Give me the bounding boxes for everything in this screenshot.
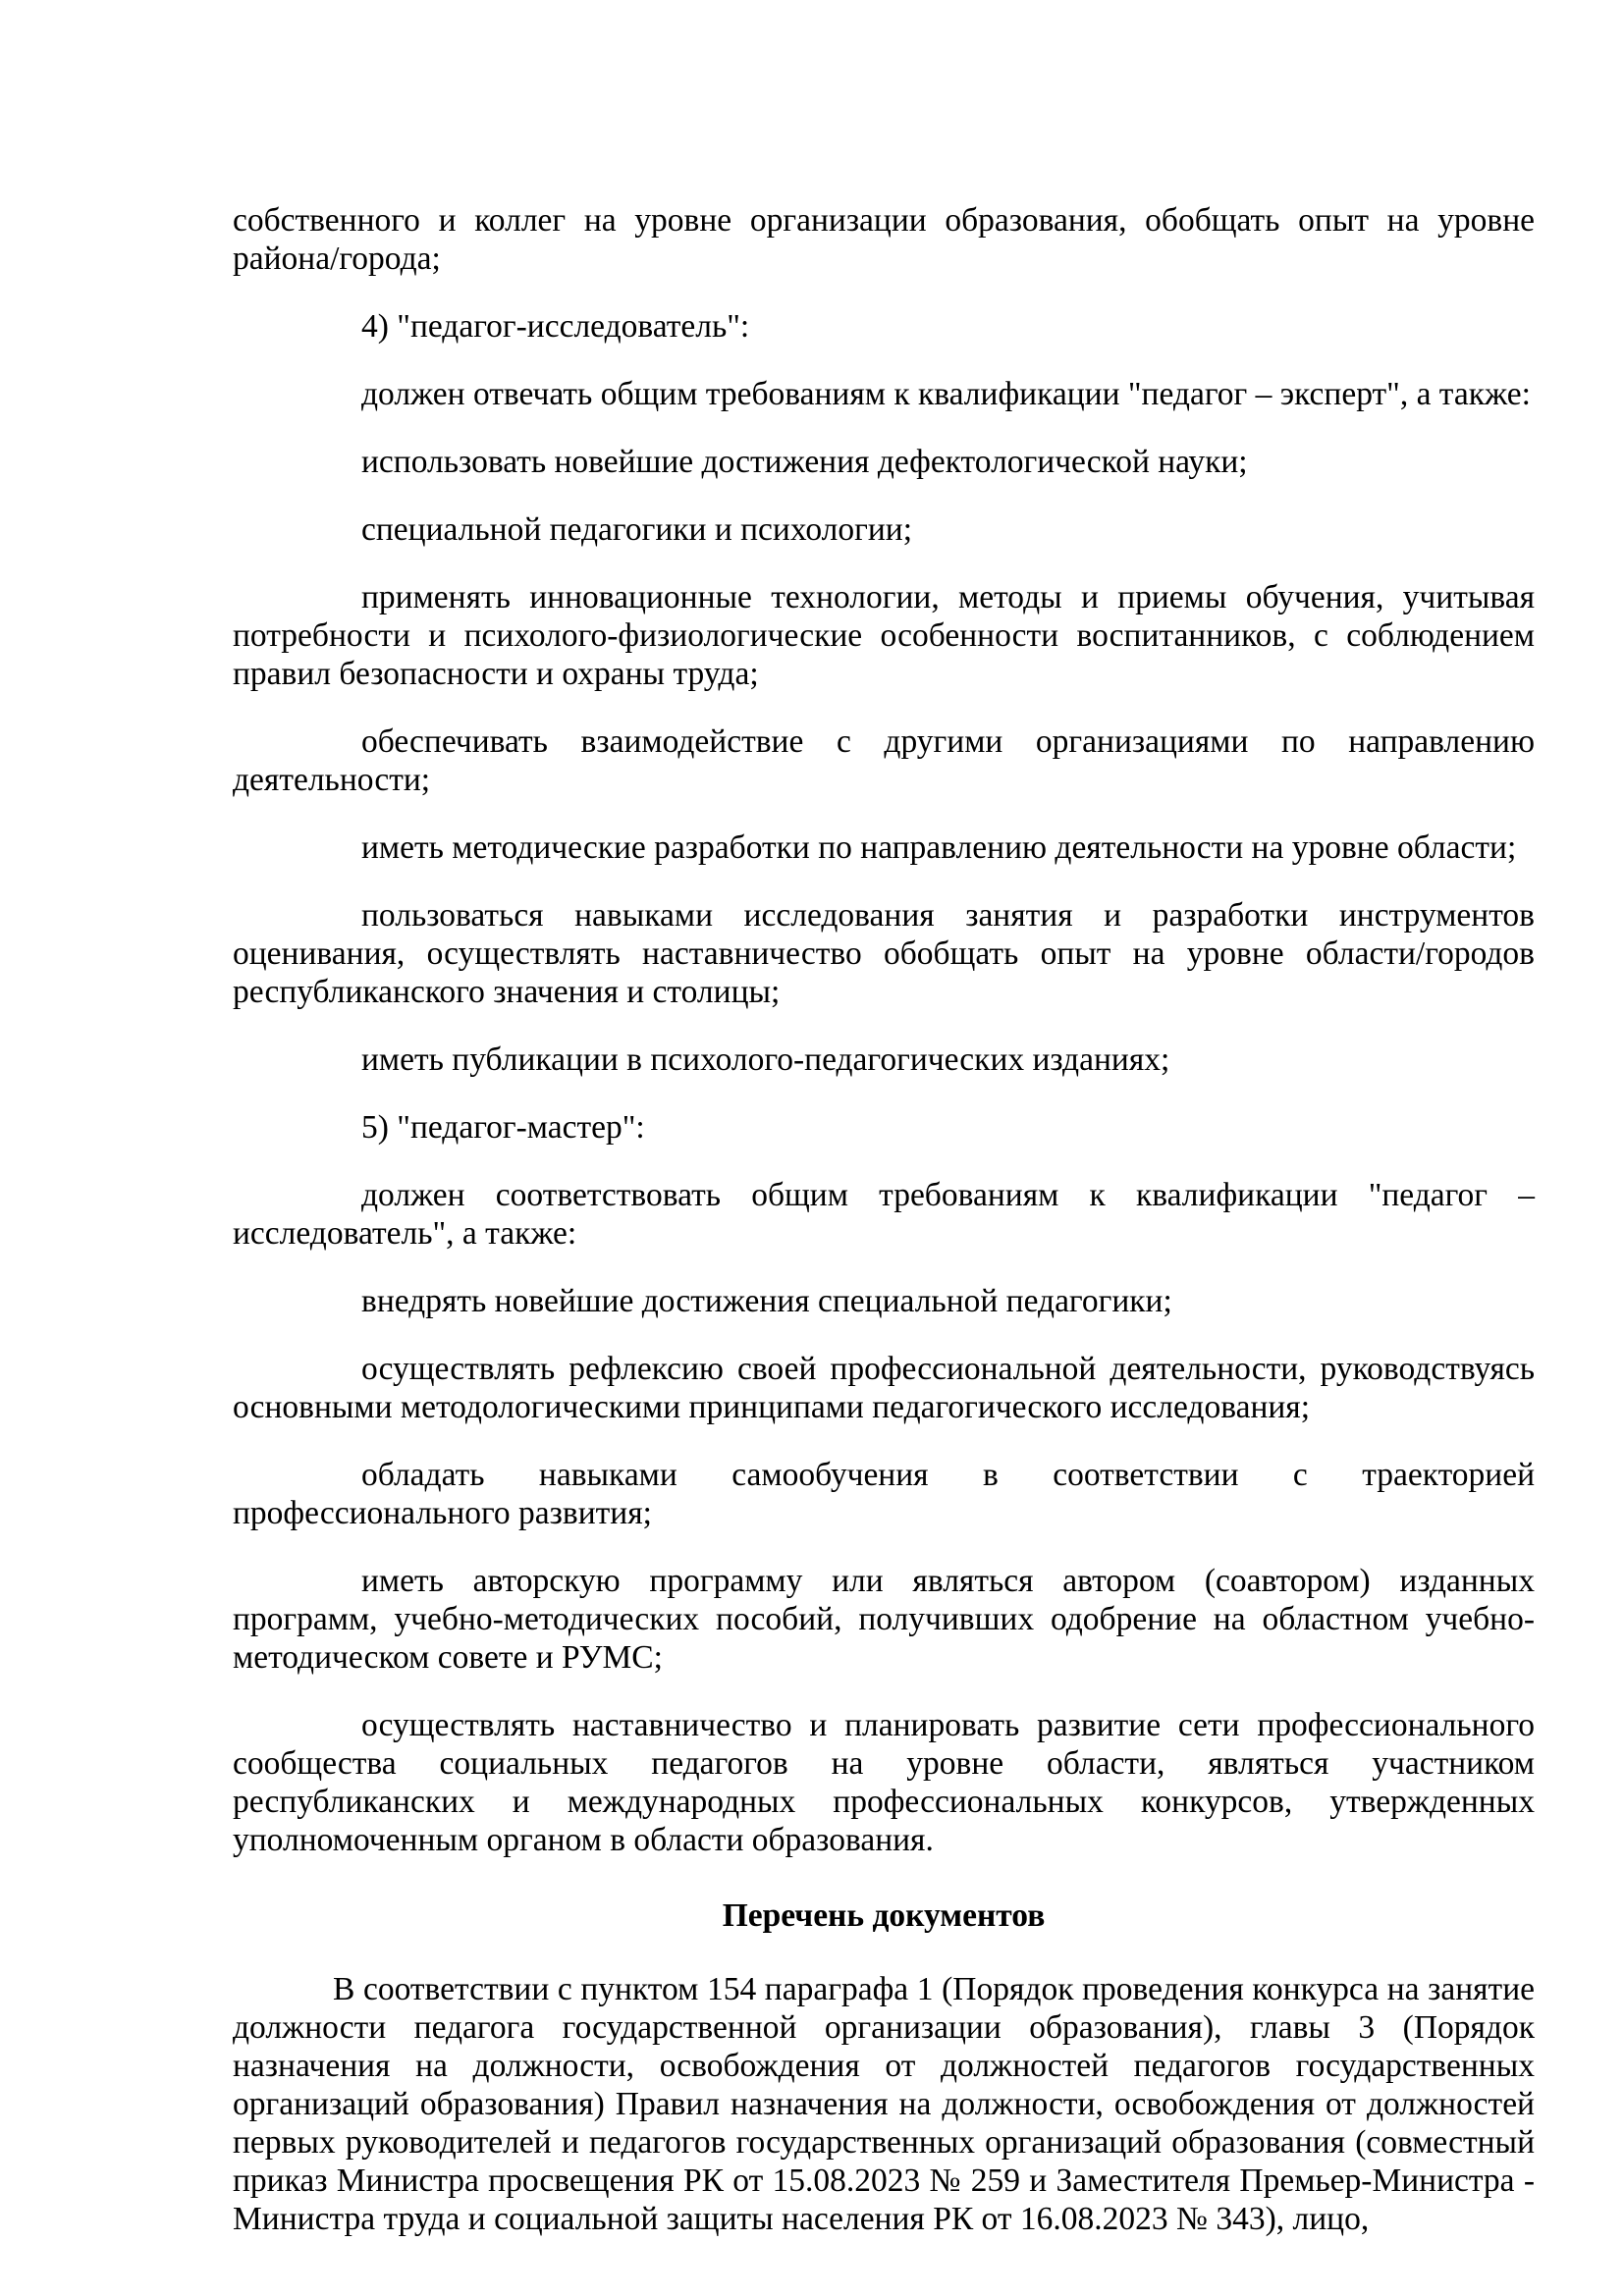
paragraph: иметь методические разработки по направлению деятельности на уровне области; bbox=[361, 829, 1517, 866]
paragraph: осуществлять рефлексию своей профессиональной деятельности, руководствуясь основными методологическими принципами педагогического исследования; bbox=[233, 1351, 1535, 1425]
section-paragraph: В соответствии с пунктом 154 параграфа 1 (Порядок проведения конкурса на занятие должности педагога государственной организации образования), главы 3 (Порядок назначения на должности, освобождения от должностей педагогов государственных организаций образования) Правил назначения на должности, освобождения от должностей первых руководителей и педагогов государственных организаций образования (совместный приказ Министра просвещения РК от 15.08.2023 № 259 и Заместителя Премьер-Министра - Министра труда и социальной защиты населения РК от 16.08.2023 № 343), лицо, bbox=[233, 1971, 1535, 2237]
paragraph: пользоваться навыками исследования занятия и разработки инструментов оценивания, осуществлять наставничество обобщать опыт на уровне области/городов республиканского значения и столицы; bbox=[233, 897, 1535, 1010]
section-heading: Перечень документов bbox=[722, 1897, 1046, 1934]
paragraph-item-4-heading: 4) "педагог-исследователь": bbox=[361, 308, 750, 345]
paragraph: обеспечивать взаимодействие с другими организациями по направлению деятельности; bbox=[233, 723, 1535, 798]
document-body bbox=[233, 201, 1535, 2238]
paragraph: иметь публикации в психолого-педагогических изданиях; bbox=[361, 1041, 1170, 1078]
paragraph: иметь авторскую программу или являться автором (соавтором) изданных программ, учебно-методических пособий, получивших одобрение на областном учебно-методическом совете и РУМС; bbox=[233, 1563, 1535, 1676]
paragraph: внедрять новейшие достижения специальной педагогики; bbox=[361, 1283, 1172, 1319]
paragraph: должен соответствовать общим требованиям к квалификации "педагог – исследователь", а также: bbox=[233, 1177, 1535, 1252]
paragraph: применять инновационные технологии, методы и приемы обучения, учитывая потребности и психолого-физиологические особенности воспитанников, с соблюдением правил безопасности и охраны труда; bbox=[233, 579, 1535, 692]
paragraph: специальной педагогики и психологии; bbox=[361, 511, 913, 548]
paragraph-item-5-heading: 5) "педагог-мастер": bbox=[361, 1109, 645, 1146]
paragraph: обладать навыками самообучения в соответствии с траекторией профессионального развития; bbox=[233, 1457, 1535, 1531]
paragraph-continuation: собственного и коллег на уровне организации образования, обобщать опыт на уровне района/города; bbox=[233, 202, 1535, 277]
paragraph: осуществлять наставничество и планировать развитие сети профессионального сообщества социальных педагогов на уровне области, являться участником республиканских и международных профессиональных конкурсов, утвержденных уполномоченным органом в области образования. bbox=[233, 1707, 1535, 1858]
paragraph: использовать новейшие достижения дефектологической науки; bbox=[361, 444, 1248, 480]
paragraph: должен отвечать общим требованиям к квалификации "педагог – эксперт", а также: bbox=[361, 376, 1531, 412]
